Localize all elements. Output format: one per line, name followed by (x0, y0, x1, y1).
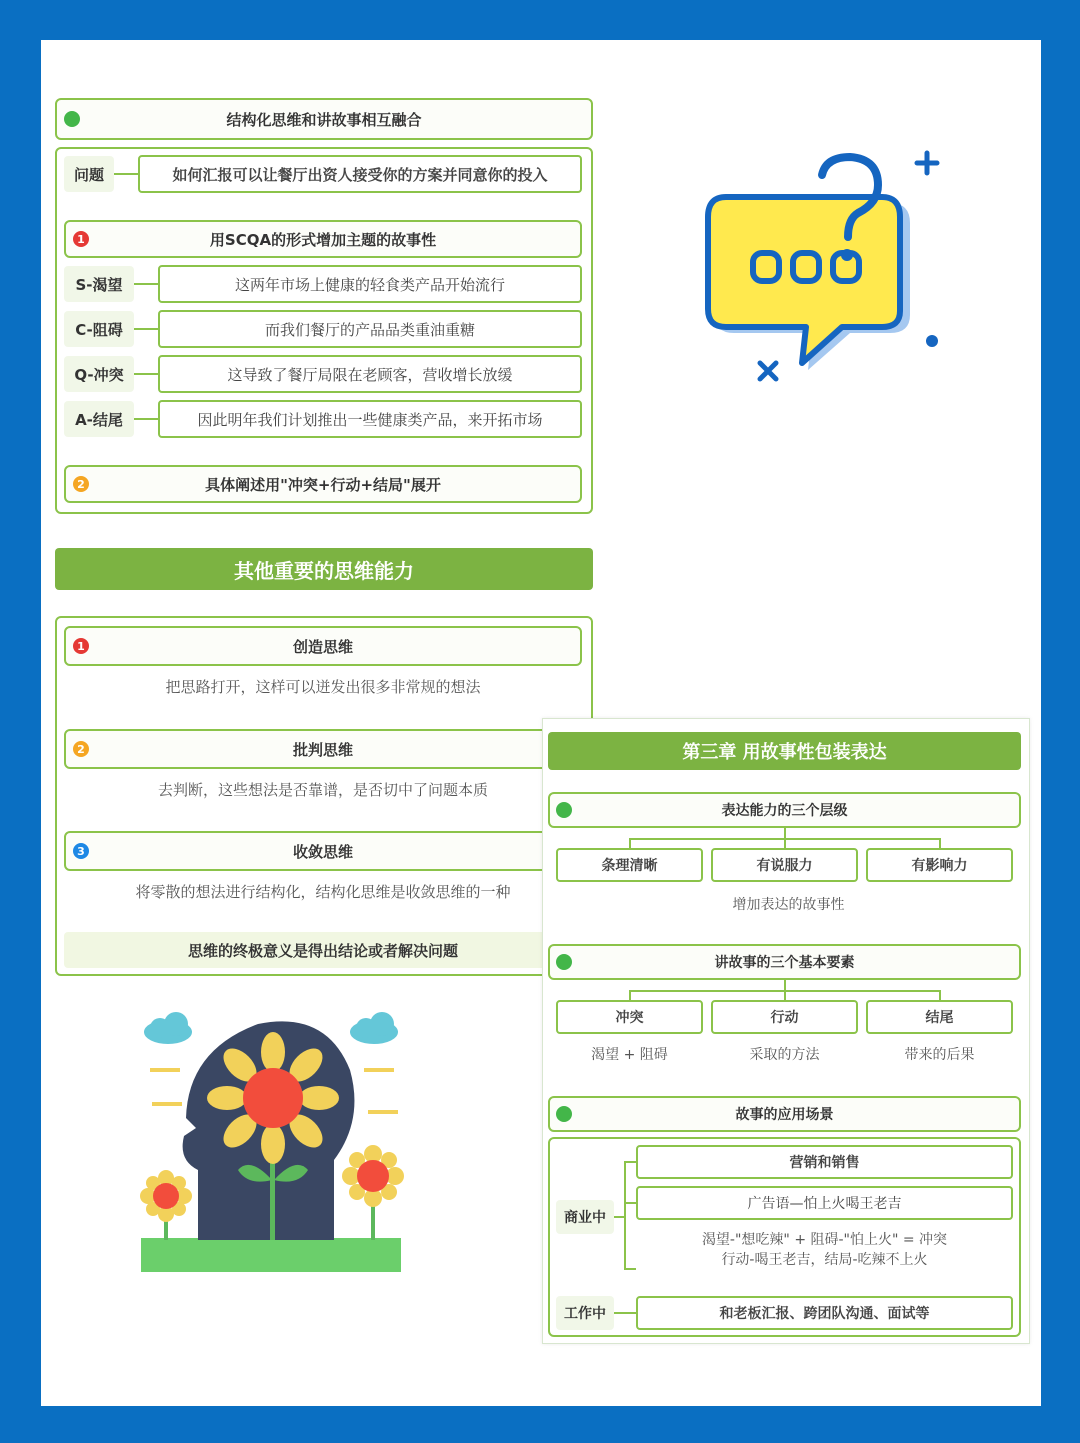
business-note (636, 1230, 1013, 1270)
level-box: 条理清晰 (556, 848, 703, 882)
top-title (55, 98, 593, 140)
connector (134, 373, 158, 375)
row-label: A-结尾 (64, 401, 134, 437)
top-title-text: 结构化思维和讲故事相互融合 (226, 110, 422, 129)
business-note-line: 渴望-"想吃辣" + 阻碍-"怕上火" = 冲突 (701, 1232, 948, 1248)
number-2-icon: 2 (73, 741, 89, 757)
conclusion (64, 932, 582, 968)
business-label: 商业中 (556, 1200, 614, 1234)
chapter3-banner (548, 732, 1021, 770)
connector (624, 1161, 626, 1269)
green-dot-icon (64, 111, 80, 127)
levels-title-text: 表达能力的三个层级 (721, 803, 848, 819)
element-desc: 渴望 + 阻碍 (591, 1047, 668, 1063)
elements-title-text: 讲故事的三个基本要素 (714, 955, 855, 971)
level-box: 有影响力 (866, 848, 1013, 882)
number-1-icon: 1 (73, 231, 89, 247)
question-label: 问题 (64, 156, 114, 192)
ability-title-text: 批判思维 (292, 740, 353, 759)
connector (939, 838, 941, 848)
question-text (138, 155, 582, 193)
abilities-banner-text: 其他重要的思维能力 (234, 558, 414, 583)
scqa-title (64, 220, 582, 258)
business-item: 营销和销售 (636, 1145, 1013, 1179)
connector (624, 1202, 636, 1204)
chat-bubble-question-icon (690, 145, 950, 395)
row-label: S-渴望 (64, 266, 134, 302)
connector (784, 990, 786, 1000)
connector (614, 1312, 636, 1314)
ability-title-text: 创造思维 (292, 637, 353, 656)
green-dot-icon (556, 1106, 572, 1122)
ability-title (64, 831, 582, 871)
expand-title-text: 具体阐述用"冲突+行动+结局"展开 (205, 475, 441, 494)
work-label: 工作中 (556, 1296, 614, 1330)
number-2-icon: 2 (73, 476, 89, 492)
chapter3-banner-text: 第三章 用故事性包装表达 (682, 742, 887, 763)
element-desc: 采取的方法 (749, 1047, 820, 1063)
levels-title (548, 792, 1021, 828)
number-3-icon: 3 (73, 843, 89, 859)
ability-desc: 把思路打开，这样可以迸发出很多非常规的想法 (165, 678, 481, 696)
row-text: 因此明年我们计划推出一些健康类产品，来开拓市场 (158, 400, 582, 438)
business-item: 广告语—怕上火喝王老吉 (636, 1186, 1013, 1220)
green-dot-icon (556, 954, 572, 970)
elements-title (548, 944, 1021, 980)
connector (784, 980, 786, 990)
row-label: C-阻碍 (64, 311, 134, 347)
element-desc: 带来的后果 (904, 1047, 975, 1063)
abilities-banner (55, 548, 593, 590)
green-dot-icon (556, 802, 572, 818)
work-item: 和老板汇报、跨团队沟通、面试等 (636, 1296, 1013, 1330)
scenarios-title-text: 故事的应用场景 (735, 1107, 834, 1123)
ability-title (64, 729, 582, 769)
connector (784, 828, 786, 838)
connector (624, 1268, 636, 1270)
row-label: Q-冲突 (64, 356, 134, 392)
row-text: 而我们餐厅的产品品类重油重糖 (158, 310, 582, 348)
connector (134, 418, 158, 420)
element-box: 行动 (711, 1000, 858, 1034)
connector (629, 990, 631, 1000)
ability-title-text: 收敛思维 (292, 842, 353, 861)
connector (134, 283, 158, 285)
connector (784, 838, 786, 848)
connector (134, 328, 158, 330)
connector (939, 990, 941, 1000)
head-flower-icon (138, 1010, 408, 1275)
connector (629, 838, 631, 848)
row-text: 这两年市场上健康的轻食类产品开始流行 (158, 265, 582, 303)
scqa-title-text: 用SCQA的形式增加主题的故事性 (209, 230, 437, 249)
ability-title (64, 626, 582, 666)
connector (114, 173, 138, 175)
ability-desc: 去判断，这些想法是否靠谱，是否切中了问题本质 (157, 781, 488, 799)
level-box: 有说服力 (711, 848, 858, 882)
levels-note: 增加表达的故事性 (732, 897, 845, 913)
question-text-value: 如何汇报可以让餐厅出资人接受你的方案并同意你的投入 (172, 165, 548, 184)
conclusion-text: 思维的终极意义是得出结论或者解决问题 (187, 941, 458, 960)
row-text: 这导致了餐厅局限在老顾客，营收增长放缓 (158, 355, 582, 393)
expand-title (64, 465, 582, 503)
element-box: 结尾 (866, 1000, 1013, 1034)
scenarios-title (548, 1096, 1021, 1132)
ability-desc: 将零散的想法进行结构化，结构化思维是收敛思维的一种 (135, 883, 511, 901)
business-note-line: 行动-喝王老吉，结局-吃辣不上火 (721, 1252, 928, 1268)
element-box: 冲突 (556, 1000, 703, 1034)
connector (624, 1161, 636, 1163)
number-1-icon: 1 (73, 638, 89, 654)
